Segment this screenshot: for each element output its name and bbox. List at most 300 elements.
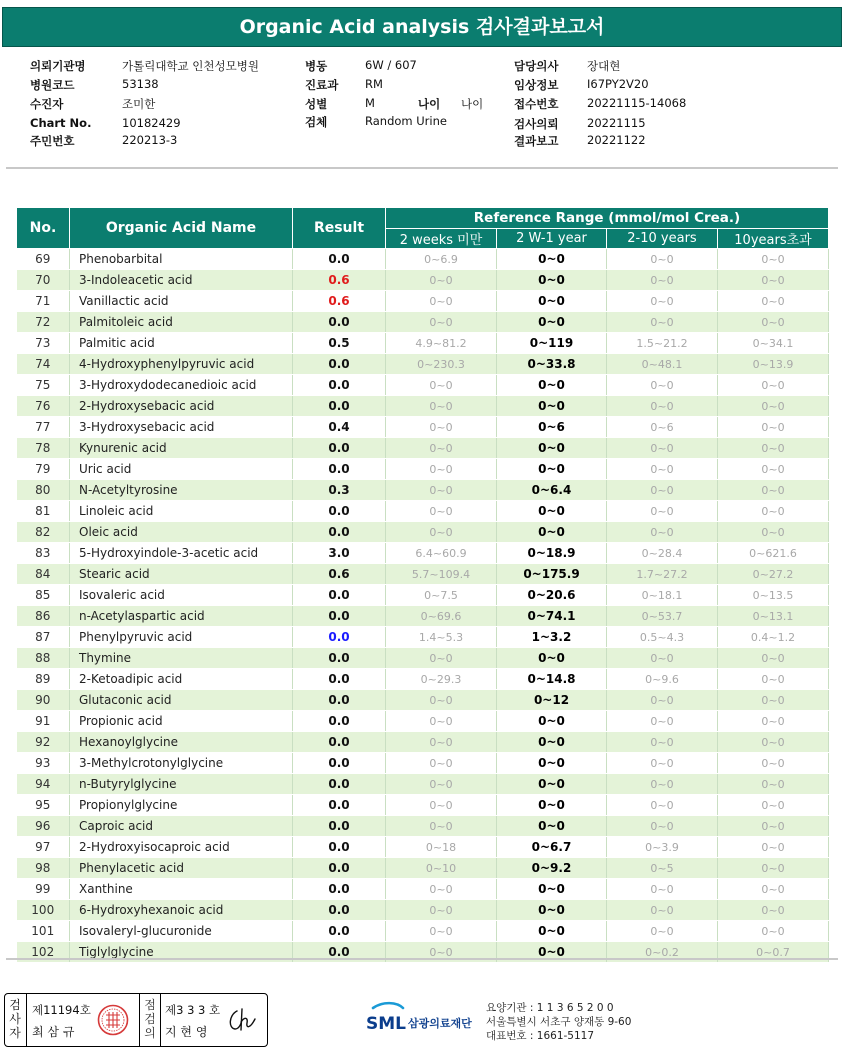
row-no: 69 (17, 249, 70, 270)
request-value: 20221115 (587, 116, 646, 130)
header-range-3: 2-10 years (607, 229, 718, 249)
row-range-3: 0~0 (607, 795, 718, 816)
row-no: 82 (17, 522, 70, 543)
row-range-4: 0~0 (718, 753, 829, 774)
row-name: 3-Hydroxydodecanedioic acid (70, 375, 293, 396)
row-range-1: 0~6.9 (386, 249, 497, 270)
row-name: 2-Hydroxyisocaproic acid (70, 837, 293, 858)
row-range-3: 1.5~21.2 (607, 333, 718, 354)
row-range-2: 0~0 (497, 711, 607, 732)
resident-no-label: 주민번호 (30, 134, 75, 148)
table-row (17, 879, 829, 900)
table-row (17, 459, 829, 480)
row-no: 101 (17, 921, 70, 942)
header-result: Result (293, 208, 386, 249)
row-range-1: 0~7.5 (386, 585, 497, 606)
row-result: 0.0 (293, 942, 386, 963)
table-row (17, 270, 829, 291)
age-value: 나이 (461, 97, 484, 111)
row-result: 0.0 (293, 669, 386, 690)
row-range-3: 0~0 (607, 396, 718, 417)
lab-logo-text: SML (366, 1014, 406, 1034)
row-name: Isovaleryl-glucuronide (70, 921, 293, 942)
row-no: 75 (17, 375, 70, 396)
row-result: 0.0 (293, 879, 386, 900)
row-range-4: 0~0 (718, 858, 829, 879)
row-range-2: 0~119 (497, 333, 607, 354)
row-range-3: 0~0 (607, 522, 718, 543)
clinical-label: 임상정보 (514, 78, 559, 92)
lab-info (486, 1001, 631, 1043)
examiner-seal-icon (97, 1004, 129, 1036)
row-result: 0.0 (293, 711, 386, 732)
row-range-2: 0~0 (497, 816, 607, 837)
row-name: 6-Hydroxyhexanoic acid (70, 900, 293, 921)
clinical-value: I67PY2V20 (587, 77, 649, 91)
report-date-value: 20221122 (587, 133, 646, 147)
row-name: Caproic acid (70, 816, 293, 837)
table-row (17, 816, 829, 837)
row-name: n-Acetylaspartic acid (70, 606, 293, 627)
row-name: 3-Hydroxysebacic acid (70, 417, 293, 438)
row-no: 80 (17, 480, 70, 501)
row-range-1: 0~0 (386, 375, 497, 396)
row-name: Isovaleric acid (70, 585, 293, 606)
row-range-3: 0~3.9 (607, 837, 718, 858)
table-row (17, 501, 829, 522)
row-range-1: 1.4~5.3 (386, 627, 497, 648)
row-no: 74 (17, 354, 70, 375)
row-result: 0.0 (293, 837, 386, 858)
row-range-2: 0~0 (497, 753, 607, 774)
row-name: 3-Methylcrotonylglycine (70, 753, 293, 774)
row-range-3: 0~6 (607, 417, 718, 438)
row-range-3: 0~0 (607, 690, 718, 711)
row-range-4: 0~0 (718, 732, 829, 753)
row-name: Thymine (70, 648, 293, 669)
chart-no-value: 10182429 (122, 116, 181, 130)
row-no: 84 (17, 564, 70, 585)
row-result: 0.0 (293, 921, 386, 942)
row-no: 71 (17, 291, 70, 312)
row-result: 0.0 (293, 753, 386, 774)
report-date-label: 결과보고 (514, 134, 559, 148)
header-range-1: 2 weeks 미만 (386, 229, 497, 249)
row-range-4: 0~0 (718, 711, 829, 732)
row-range-2: 0~0 (497, 438, 607, 459)
table-row (17, 522, 829, 543)
table-row (17, 837, 829, 858)
row-result: 0.0 (293, 774, 386, 795)
row-result: 0.0 (293, 459, 386, 480)
row-result: 0.6 (293, 564, 386, 585)
info-divider (6, 167, 838, 169)
specimen-value: Random Urine (365, 114, 447, 128)
doctor-value: 장대현 (587, 59, 621, 73)
table-row (17, 690, 829, 711)
row-range-1: 0~0 (386, 879, 497, 900)
row-name: Phenylacetic acid (70, 858, 293, 879)
row-range-1: 0~0 (386, 732, 497, 753)
row-range-3: 0~0 (607, 480, 718, 501)
row-range-3: 0~28.4 (607, 543, 718, 564)
table-row (17, 606, 829, 627)
row-range-1: 0~0 (386, 921, 497, 942)
row-name: Tiglylglycine (70, 942, 293, 963)
table-row (17, 921, 829, 942)
row-range-1: 0~0 (386, 396, 497, 417)
row-range-2: 0~0 (497, 501, 607, 522)
examiner-label-char-2: 사 (9, 1012, 21, 1026)
row-range-1: 0~0 (386, 291, 497, 312)
reviewer-name: 지 현 영 (165, 1025, 208, 1039)
row-result: 0.3 (293, 480, 386, 501)
table-row (17, 564, 829, 585)
row-result: 0.0 (293, 816, 386, 837)
row-range-4: 0~13.9 (718, 354, 829, 375)
header-no: No. (17, 208, 70, 249)
row-range-2: 0~0 (497, 648, 607, 669)
row-range-4: 0~0 (718, 480, 829, 501)
header-range-4: 10years초과 (718, 229, 829, 249)
row-range-4: 0~27.2 (718, 564, 829, 585)
row-result: 0.0 (293, 900, 386, 921)
row-range-1: 0~0 (386, 417, 497, 438)
dept-value: RM (365, 77, 383, 91)
row-range-2: 0~0 (497, 879, 607, 900)
row-range-2: 0~20.6 (497, 585, 607, 606)
row-no: 73 (17, 333, 70, 354)
row-range-3: 0~0 (607, 291, 718, 312)
patient-info (0, 56, 845, 156)
row-range-4: 0~0 (718, 501, 829, 522)
table-row (17, 900, 829, 921)
dept-label: 진료과 (305, 78, 339, 92)
results-body (17, 249, 829, 963)
row-result: 0.5 (293, 333, 386, 354)
examiner-label-char-3: 자 (9, 1026, 21, 1040)
row-range-4: 0~0 (718, 312, 829, 333)
resident-no-value: 220213-3 (122, 133, 178, 147)
row-range-2: 0~14.8 (497, 669, 607, 690)
row-range-1: 0~0 (386, 459, 497, 480)
row-range-1: 0~0 (386, 816, 497, 837)
row-range-3: 0~0 (607, 774, 718, 795)
receipt-label: 접수번호 (514, 97, 559, 111)
table-row (17, 753, 829, 774)
row-result: 3.0 (293, 543, 386, 564)
row-range-1: 0~0 (386, 312, 497, 333)
header-reference: Reference Range (mmol/mol Crea.) (386, 208, 829, 229)
table-bottom-divider (6, 958, 838, 960)
table-row (17, 375, 829, 396)
row-range-3: 0~53.7 (607, 606, 718, 627)
row-range-2: 0~0 (497, 291, 607, 312)
row-range-1: 6.4~60.9 (386, 543, 497, 564)
ward-value: 6W / 607 (365, 58, 417, 72)
row-range-2: 0~0 (497, 375, 607, 396)
row-range-2: 0~6.4 (497, 480, 607, 501)
row-range-4: 0~0.7 (718, 942, 829, 963)
table-row (17, 858, 829, 879)
row-range-2: 0~9.2 (497, 858, 607, 879)
table-row (17, 732, 829, 753)
row-name: 4-Hydroxyphenylpyruvic acid (70, 354, 293, 375)
row-result: 0.0 (293, 795, 386, 816)
row-range-2: 0~0 (497, 942, 607, 963)
row-range-4: 0~0 (718, 459, 829, 480)
table-row (17, 585, 829, 606)
row-range-4: 0.4~1.2 (718, 627, 829, 648)
row-name: Palmitic acid (70, 333, 293, 354)
row-result: 0.6 (293, 270, 386, 291)
hospital-code-label: 병원코드 (30, 78, 75, 92)
table-row (17, 774, 829, 795)
sex-value: M (365, 96, 375, 110)
row-name: Phenylpyruvic acid (70, 627, 293, 648)
header-name: Organic Acid Name (70, 208, 293, 249)
row-range-2: 0~74.1 (497, 606, 607, 627)
row-range-3: 0~0 (607, 648, 718, 669)
row-range-4: 0~0 (718, 249, 829, 270)
row-range-4: 0~621.6 (718, 543, 829, 564)
lab-name: 삼광의료재단 (408, 1017, 472, 1030)
row-result: 0.0 (293, 585, 386, 606)
row-name: Xanthine (70, 879, 293, 900)
row-name: 5-Hydroxyindole-3-acetic acid (70, 543, 293, 564)
table-row (17, 249, 829, 270)
row-result: 0.0 (293, 249, 386, 270)
row-range-2: 0~0 (497, 396, 607, 417)
row-range-2: 0~0 (497, 795, 607, 816)
row-name: Propionylglycine (70, 795, 293, 816)
row-range-4: 0~0 (718, 396, 829, 417)
sign-divider (139, 994, 140, 1046)
row-range-3: 0~0 (607, 375, 718, 396)
row-range-4: 0~0 (718, 270, 829, 291)
row-range-2: 0~6 (497, 417, 607, 438)
table-row (17, 648, 829, 669)
table-row (17, 669, 829, 690)
row-range-4: 0~34.1 (718, 333, 829, 354)
lab-code: 요양기관 : 1 1 3 6 5 2 0 0 (486, 1002, 614, 1014)
row-range-3: 0~0.2 (607, 942, 718, 963)
row-range-4: 0~0 (718, 669, 829, 690)
row-range-2: 0~0 (497, 249, 607, 270)
reviewer-label-char-3: 의 (144, 1026, 156, 1040)
table-row (17, 396, 829, 417)
row-range-3: 0~0 (607, 270, 718, 291)
row-name: Hexanoylglycine (70, 732, 293, 753)
row-range-1: 0~0 (386, 900, 497, 921)
examiner-label-char-1: 검 (9, 998, 21, 1012)
row-range-4: 0~0 (718, 438, 829, 459)
row-result: 0.0 (293, 627, 386, 648)
row-range-1: 0~0 (386, 753, 497, 774)
row-name: Stearic acid (70, 564, 293, 585)
row-range-1: 0~0 (386, 795, 497, 816)
table-row (17, 417, 829, 438)
row-no: 83 (17, 543, 70, 564)
row-range-3: 0~0 (607, 753, 718, 774)
table-row (17, 354, 829, 375)
row-name: Glutaconic acid (70, 690, 293, 711)
row-no: 90 (17, 690, 70, 711)
row-name: Linoleic acid (70, 501, 293, 522)
row-range-1: 0~0 (386, 501, 497, 522)
row-no: 94 (17, 774, 70, 795)
reviewer-label-char-2: 검 (144, 1012, 156, 1026)
row-no: 76 (17, 396, 70, 417)
row-range-2: 0~0 (497, 270, 607, 291)
row-name: 3-Indoleacetic acid (70, 270, 293, 291)
row-no: 79 (17, 459, 70, 480)
row-result: 0.0 (293, 858, 386, 879)
row-range-4: 0~0 (718, 774, 829, 795)
row-result: 0.0 (293, 354, 386, 375)
specimen-label: 검체 (305, 115, 328, 129)
row-result: 0.0 (293, 438, 386, 459)
row-name: Kynurenic acid (70, 438, 293, 459)
row-range-1: 0~18 (386, 837, 497, 858)
row-no: 77 (17, 417, 70, 438)
row-range-4: 0~0 (718, 648, 829, 669)
chart-no-label: Chart No. (30, 116, 92, 130)
row-result: 0.6 (293, 291, 386, 312)
table-row (17, 333, 829, 354)
reviewer-label-char-1: 점 (144, 998, 156, 1012)
row-range-1: 0~230.3 (386, 354, 497, 375)
row-range-2: 0~0 (497, 522, 607, 543)
row-range-3: 1.7~27.2 (607, 564, 718, 585)
row-result: 0.0 (293, 501, 386, 522)
row-range-3: 0~0 (607, 312, 718, 333)
report-title: Organic Acid analysis 검사결과보고서 (2, 7, 842, 47)
request-label: 검사의뢰 (514, 117, 559, 131)
row-name: Oleic acid (70, 522, 293, 543)
row-result: 0.0 (293, 606, 386, 627)
row-range-2: 0~12 (497, 690, 607, 711)
row-result: 0.0 (293, 522, 386, 543)
row-name: Phenobarbital (70, 249, 293, 270)
row-range-1: 0~0 (386, 774, 497, 795)
row-result: 0.0 (293, 648, 386, 669)
row-range-4: 0~0 (718, 921, 829, 942)
row-range-2: 0~0 (497, 459, 607, 480)
row-range-1: 0~0 (386, 648, 497, 669)
row-range-2: 0~18.9 (497, 543, 607, 564)
row-range-3: 0~0 (607, 879, 718, 900)
row-no: 89 (17, 669, 70, 690)
row-range-3: 0~0 (607, 501, 718, 522)
table-row (17, 543, 829, 564)
row-range-2: 1~3.2 (497, 627, 607, 648)
row-range-3: 0~18.1 (607, 585, 718, 606)
examiner-name: 최 삼 규 (32, 1025, 75, 1039)
row-no: 102 (17, 942, 70, 963)
table-row (17, 711, 829, 732)
row-range-2: 0~0 (497, 900, 607, 921)
signature-box (4, 993, 268, 1047)
row-result: 0.0 (293, 396, 386, 417)
row-range-4: 0~0 (718, 837, 829, 858)
row-range-4: 0~0 (718, 795, 829, 816)
row-range-1: 0~29.3 (386, 669, 497, 690)
row-no: 92 (17, 732, 70, 753)
row-no: 88 (17, 648, 70, 669)
row-no: 85 (17, 585, 70, 606)
row-range-4: 0~0 (718, 417, 829, 438)
table-row (17, 795, 829, 816)
row-range-3: 0~0 (607, 900, 718, 921)
row-no: 96 (17, 816, 70, 837)
row-range-4: 0~0 (718, 690, 829, 711)
row-result: 0.0 (293, 312, 386, 333)
sign-divider (26, 994, 27, 1046)
row-range-3: 0~0 (607, 816, 718, 837)
sex-label: 성별 (305, 97, 328, 111)
row-no: 97 (17, 837, 70, 858)
row-no: 72 (17, 312, 70, 333)
age-label: 나이 (418, 97, 441, 111)
row-range-2: 0~33.8 (497, 354, 607, 375)
hospital-code-value: 53138 (122, 77, 159, 91)
lab-phone: 대표번호 : 1661-5117 (486, 1030, 595, 1042)
header-range-2: 2 W-1 year (497, 229, 607, 249)
row-no: 98 (17, 858, 70, 879)
row-range-4: 0~13.1 (718, 606, 829, 627)
row-range-3: 0~0 (607, 711, 718, 732)
row-range-1: 0~0 (386, 522, 497, 543)
table-row (17, 312, 829, 333)
row-name: Vanillactic acid (70, 291, 293, 312)
row-result: 0.0 (293, 732, 386, 753)
row-range-1: 5.7~109.4 (386, 564, 497, 585)
row-name: Uric acid (70, 459, 293, 480)
row-range-3: 0~5 (607, 858, 718, 879)
row-range-1: 0~10 (386, 858, 497, 879)
row-range-2: 0~175.9 (497, 564, 607, 585)
row-range-1: 0~0 (386, 942, 497, 963)
row-range-4: 0~0 (718, 291, 829, 312)
row-no: 99 (17, 879, 70, 900)
row-range-4: 0~0 (718, 522, 829, 543)
row-range-1: 0~0 (386, 438, 497, 459)
row-range-4: 0~0 (718, 879, 829, 900)
row-range-4: 0~0 (718, 816, 829, 837)
row-range-4: 0~13.5 (718, 585, 829, 606)
row-no: 86 (17, 606, 70, 627)
table-row (17, 627, 829, 648)
row-no: 81 (17, 501, 70, 522)
row-name: Palmitoleic acid (70, 312, 293, 333)
row-range-2: 0~0 (497, 732, 607, 753)
row-name: 2-Hydroxysebacic acid (70, 396, 293, 417)
row-range-3: 0~0 (607, 732, 718, 753)
row-no: 95 (17, 795, 70, 816)
row-no: 87 (17, 627, 70, 648)
reviewer-license: 제3 3 3 호 (165, 1003, 221, 1017)
row-name: N-Acetyltyrosine (70, 480, 293, 501)
institution-value: 가톨릭대학교 인천성모병원 (122, 59, 259, 73)
row-range-4: 0~0 (718, 900, 829, 921)
row-range-2: 0~6.7 (497, 837, 607, 858)
institution-label: 의뢰기관명 (30, 59, 86, 73)
row-range-1: 0~69.6 (386, 606, 497, 627)
results-table (16, 207, 829, 963)
row-no: 78 (17, 438, 70, 459)
row-range-2: 0~0 (497, 312, 607, 333)
